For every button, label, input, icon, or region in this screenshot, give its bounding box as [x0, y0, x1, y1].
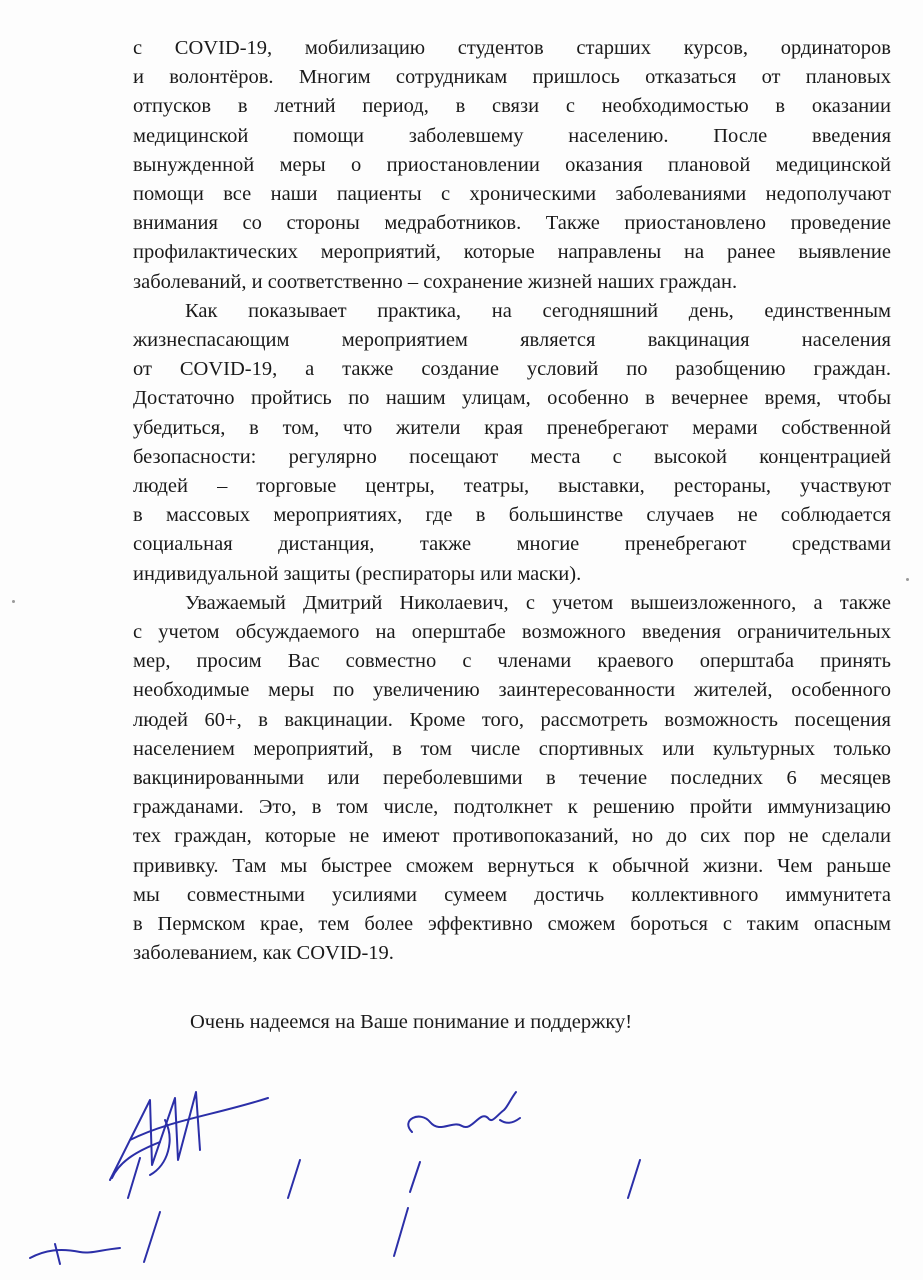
text-line: гражданами. Это, в том числе, подтолкнет к решению пройти иммунизацию — [133, 796, 891, 819]
svg-text:Косотов А.К: Косотов А.К — [146, 1157, 338, 1202]
text-line: Уважаемый Дмитрий Николаевич, с учетом вышеизложенного, а также — [185, 591, 891, 614]
text-line: индивидуальной защиты (респираторы или маски). — [133, 562, 582, 585]
text-line: социальная дистанция, также многие пренебрегают средствами — [133, 533, 891, 556]
text-line: населением мероприятий, в том числе спортивных или культурных только — [133, 737, 891, 760]
text-line: от COVID-19, а также создание условий по разобщению граждан. — [133, 358, 891, 381]
signature-2-mark — [408, 1092, 520, 1132]
text-line: мы совместными усилиями сумеем достичь коллективного иммунитета — [133, 883, 891, 906]
text-line: жизнеспасающим мероприятием является вакцинация населения — [133, 329, 891, 352]
text-line: и волонтёров. Многим сотрудникам пришлось отказаться от плановых — [133, 66, 891, 89]
svg-text:Савастьянов А.Ч.: Савастьянов А.Ч. — [166, 1202, 439, 1256]
signature-3-mark — [30, 1244, 120, 1264]
text-line: отпусков в летний период, в связи с необходимостью в оказании — [133, 95, 891, 118]
scan-speck — [906, 578, 909, 581]
text-line: тех граждан, которые не имеют противопоказаний, но до сих пор не сделали — [133, 825, 891, 848]
signature-drawing — [0, 1080, 923, 1280]
text-line: вынужденной меры о приостановлении оказания плановой медицинской — [133, 153, 891, 176]
text-line: вакцинированными или переболевшими в течение последних 6 месяцев — [133, 767, 891, 790]
paragraph-2 — [133, 297, 891, 589]
text-line: с COVID-19, мобилизацию студентов старших курсов, ординаторов — [133, 37, 891, 59]
svg-text:О.В. Антонов: О.В. Антонов — [429, 1159, 621, 1199]
text-line: мер, просим Вас совместно с членами краевого оперштаба принять — [133, 650, 891, 673]
text-line: Достаточно пройтись по нашим улицам, особенно в вечернее время, чтобы — [133, 387, 891, 410]
text-line: в массовых мероприятиях, где в большинстве случаев не соблюдается — [133, 504, 891, 527]
text-line: прививку. Там мы быстрее сможем вернуться к обычной жизни. Чем раньше — [133, 854, 891, 877]
text-line: безопасности: регулярно посещают места с высокой концентрацией — [133, 445, 891, 468]
text-line: людей 60+, в вакцинации. Кроме того, рассмотреть возможность посещения — [133, 708, 891, 731]
text-line: людей – торговые центры, театры, выставки, рестораны, участвуют — [133, 475, 891, 498]
text-line: заболеваний, и соответственно – сохранение жизней наших граждан. — [133, 270, 738, 293]
text-line: с учетом обсуждаемого на оперштабе возможного введения ограничительных — [133, 621, 891, 644]
scan-speck — [12, 600, 15, 603]
text-line: необходимые меры по увеличению заинтересованности жителей, особенного — [133, 679, 891, 702]
text-line: заболеванием, как COVID-19. — [133, 942, 394, 965]
text-line: помощи все наши пациенты с хроническими заболеваниями недополучают — [133, 183, 891, 206]
paragraph-3 — [133, 589, 891, 969]
text-line: внимания со стороны медработников. Также приостановлено проведение — [133, 212, 891, 235]
letter-body — [133, 34, 891, 969]
text-line: медицинской помощи заболевшему населению. После введения — [133, 124, 891, 147]
text-line: в Пермском крае, тем более эффективно сможем бороться с таким опасным — [133, 913, 891, 936]
closing-line: Очень надеемся на Ваше понимание и поддержку! — [190, 1011, 633, 1033]
text-line: убедиться, в том, что жители края пренебрегают мерами собственной — [133, 416, 891, 439]
text-line: профилактических мероприятий, которые направлены на ранее выявление — [133, 241, 891, 264]
signature-1-mark — [110, 1092, 268, 1180]
text-line: Как показывает практика, на сегодняшний день, единственным — [185, 299, 891, 322]
paragraph-1 — [133, 34, 891, 297]
signature-area — [0, 1080, 923, 1280]
